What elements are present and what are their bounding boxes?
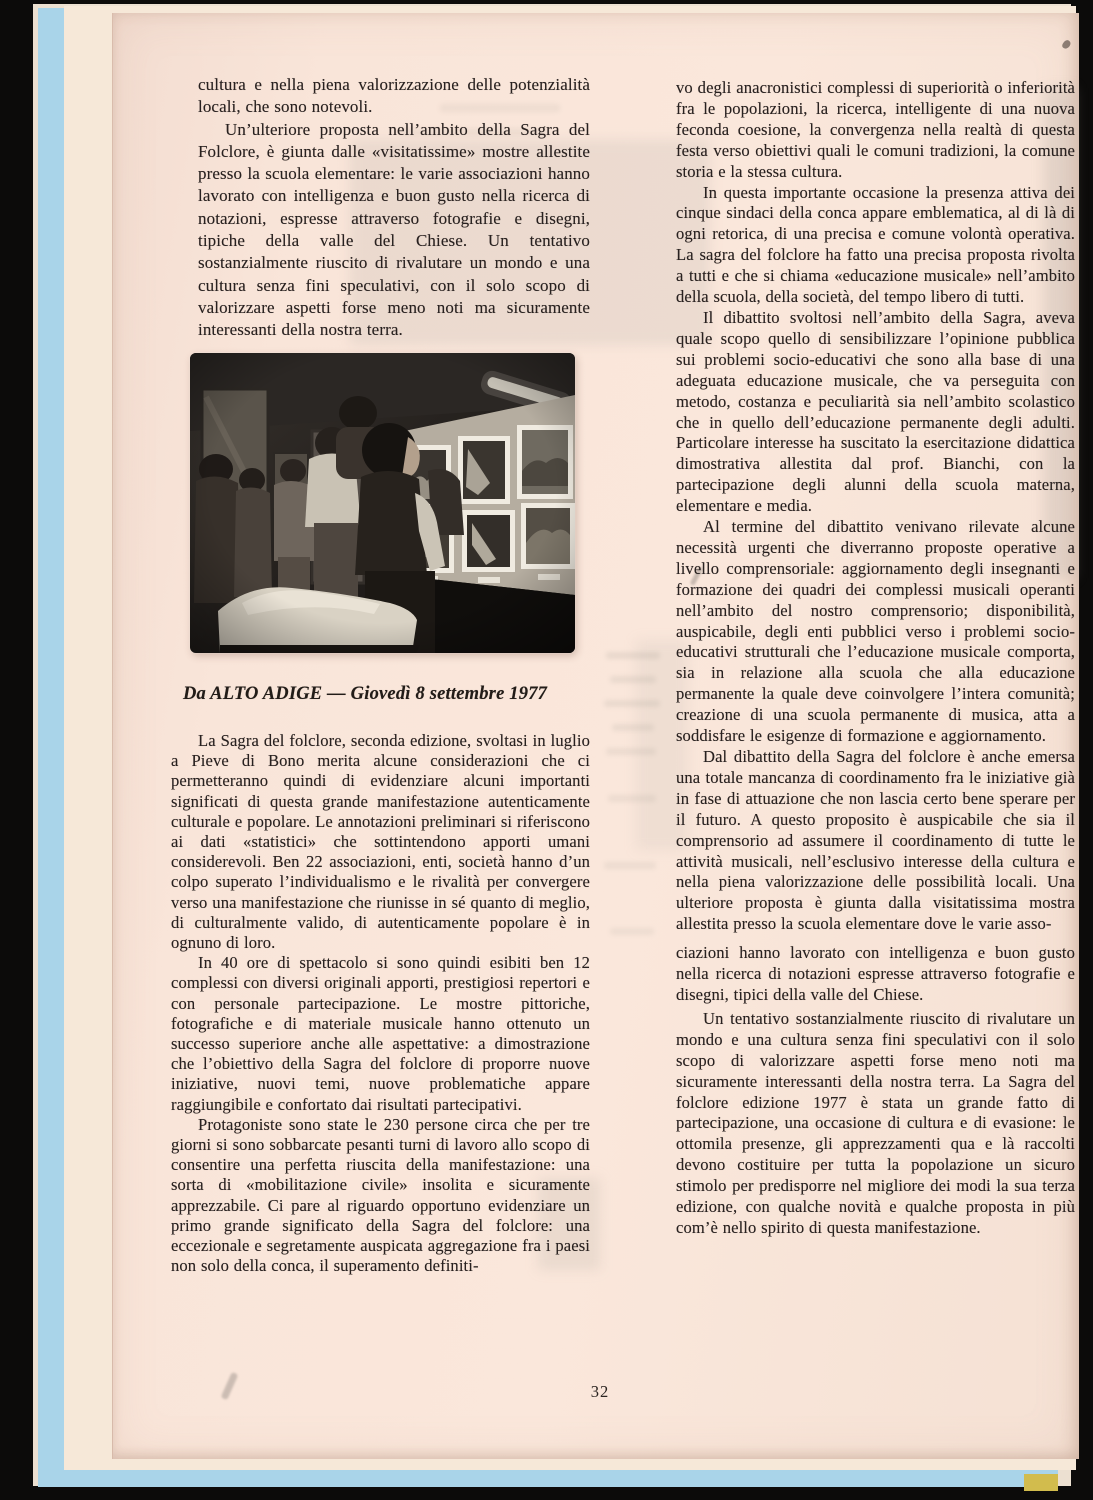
right-column bbox=[676, 78, 1075, 1239]
paragraph: Il dibattito svoltosi nell’ambito della Sagra, aveva quale scopo quello di sensibilizzare l’opinione pubblica sui problemi socio-educativi che sono alla base di una adeguata educazione musicale, che va perseguita con metodo, costanza e peculiarità sia nell’ambito scolastico che in quello dell’educazione permanente degli adulti. Particolare interesse ha suscitato la esercitazione didattica dimostrativa allestita dal prof. Bianchi, con la partecipazione degli alunni della scuola materna, elementare e media. bbox=[676, 307, 1075, 516]
paragraph: In 40 ore di spettacolo si sono quindi esibiti ben 12 complessi con diversi originali apporti, prestigiosi repertori e con personale partecipazione. Le mostre pittoriche, fotografiche e di materiale musicale hanno ottenuto un successo superiore anche alle aspettative: a dimostrazione che l’obiettivo della Sagra del folclore di proporre nuove iniziative, nuovi temi, nuove problematiche appare raggiungibile e confortato dai risultati partecipativi. bbox=[171, 953, 590, 1114]
exhibition-photo bbox=[190, 353, 575, 653]
left-column-top bbox=[198, 74, 590, 342]
paragraph: Protagoniste sono state le 230 persone circa che per tre giorni si sono sobbarcate pesanti turni di lavoro allo scopo di consentire una perfetta riuscita della manifestazione: una sorta di «mobilitazione civile» insolita e sicuramente apprezzabile. Ci pare al riguardo opportuno evidenziare un primo grande significato della Sagra del folclore: una eccezionale e segretamente auspicata aggregazione fra i paesi non solo della conca, il superamento definiti- bbox=[171, 1114, 590, 1276]
paragraph: cultura e nella piena valorizzazione delle potenzialità locali, che sono notevoli. bbox=[198, 75, 590, 117]
paragraph: Un tentativo sostanzialmente riuscito di rivalutare un mondo e una cultura senza fini speculativi con il solo scopo di valorizzare aspetti forse meno noti ma sicuramente interessanti della nostra terra. La Sagra del folclore edizione 1977 è stata un grande fatto di partecipazione, una occasione di cultura e di evasione: le ottomila presenze, gli apprezzamenti qua e là raccolti devono costituire per tutta la popolazione un sicuro stimolo per predisporre nel migliore dei modi la sua terza edizione, con qualche novità e qualche proposta in più com’è nello spirito di questa manifestazione. bbox=[676, 1008, 1075, 1237]
page-number: 32 bbox=[590, 1382, 610, 1401]
yellow-sheet-tab bbox=[1024, 1474, 1058, 1491]
paragraph: Un’ulteriore proposta nell’ambito della Sagra del Folclore, è giunta dalle «visitatissime» mostre allestite presso la scuola elementare: le varie associazioni hanno lavorato con intelligenza e buon gusto nella ricerca di notazioni, espresse attraverso fotografie e disegni, tipiche della valle del Chiese. Un tentativo sostanzialmente riuscito di rivalutare un mondo e una cultura senza fini speculativi, con il solo scopo di valorizzare aspetti forse meno noti ma sicuramente interessanti della nostra terra. bbox=[198, 119, 590, 340]
article-source-heading: Da ALTO ADIGE — Giovedì 8 settembre 1977 bbox=[183, 684, 548, 704]
paragraph: In questa importante occasione la presenza attiva dei cinque sindaci della conca appare emblematica, al di là di ogni retorica, di una precisa e comune volontà operativa. La sagra del folclore ha fatto una precisa proposta rivolta a tutti e che si chiama «educazione musicale» nell’ambito della scuola, della società, del tempo libero di tutti. bbox=[676, 182, 1075, 307]
paragraph: Dal dibattito della Sagra del folclore è anche emersa una totale mancanza di coordinamento fra le iniziative già in fase di attuazione che non lascia certo bene sperare per il futuro. A questo proposito è auspicabile che sia il comprensorio ad assumere il coordinamento di tutte le attività musicali, nell’esclusivo interesse della cultura e nella piena valorizzazione delle possibilità locali. Una ulteriore proposta è giunta dalla visitatissima mostra allestita presso la scuola elementare dove le varie asso- bbox=[676, 747, 1075, 934]
paragraph: vo degli anacronistici complessi di superiorità o inferiorità fra le popolazioni, la ricerca, intelligente di una nuova feconda coesione, la convergenza nella realtà di questa festa verso obiettivi quali le comuni tradizioni, la comune storia e la stessa cultura. bbox=[676, 78, 1075, 181]
paragraph: Al termine del dibattito venivano rilevate alcune necessità urgenti che diverranno proposte operative a livello comprensoriale: aggiornamento degli insegnanti e formazione dei quadri dei complessi musicali operanti nell’ambito del nostro comprensorio; disponibilità, auspicabile, degli enti pubblici verso i problemi socio-educativi strutturali che l’educazione musicale comporta, sia in relazione alla scuola che alla educazione permanente la quale deve coinvolgere l’intera comunità; creazione di una scuola permanente di musica, atta a soddisfare le esigenze di formazione e aggiornamento. bbox=[676, 517, 1075, 746]
paragraph: ciazioni hanno lavorato con intelligenza e buon gusto nella ricerca di notazioni espresse attraverso fotografie e disegni, tipici della valle del Chiese. bbox=[676, 943, 1075, 1004]
exhibition-photo-art bbox=[190, 353, 575, 653]
paragraph: La Sagra del folclore, seconda edizione, svoltasi in luglio a Pieve di Bono merita alcune considerazioni che ci permetteranno quindi di evidenziare alcuni importanti significati di questa grande manifestazione autenticamente culturale e popolare. Le annotazioni preliminari si riferiscono ai dati «statistici» che sottintendono apporti umani considerevoli. Ben 22 associazioni, enti, società hanno d’un colpo superato l’individualismo e le rivalità per convergere verso una manifestazione che riunisse in sé quanto di meglio, di culturalmente valido, di autenticamente popolare è in ognuno di loro. bbox=[171, 731, 590, 953]
left-column-bottom bbox=[171, 731, 590, 1276]
